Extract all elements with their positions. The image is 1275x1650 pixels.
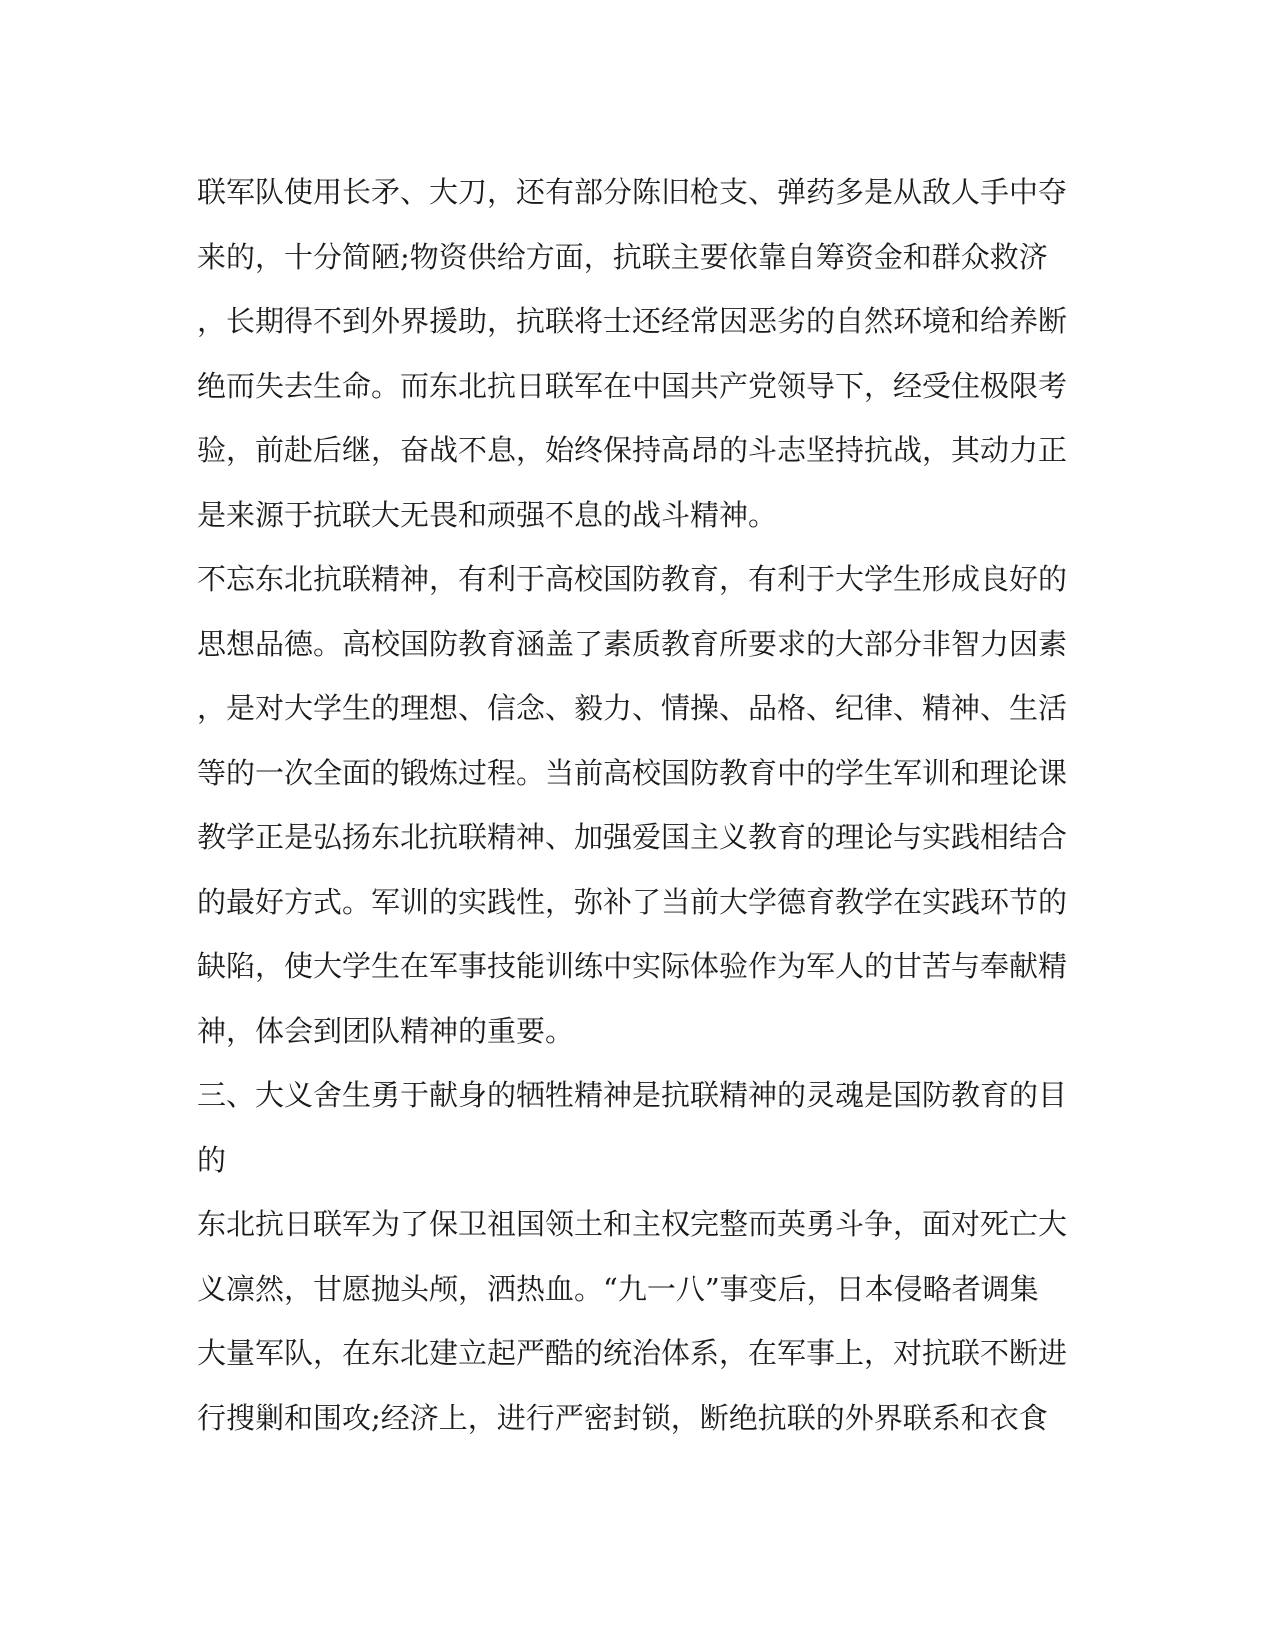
text-line: 大量军队，在东北建立起严酷的统治体系，在军事上，对抗联不断进	[197, 1336, 1068, 1370]
text-line: 联军队使用长矛、大刀，还有部分陈旧枪支、弹药多是从敌人手中夺	[197, 175, 1068, 209]
text-line: 等的一次全面的锻炼过程。当前高校国防教育中的学生军训和理论课	[197, 755, 1068, 790]
text-line: ，是对大学生的理想、信念、毅力、情操、品格、纪律、精神、生活	[197, 691, 1068, 725]
section-heading-line: 三、大义舍生勇于献身的牺牲精神是抗联精神的灵魂是国防教育的目	[197, 1078, 1068, 1112]
text-line: 的最好方式。军训的实践性，弥补了当前大学德育教学在实践环节的	[197, 884, 1068, 919]
text-line: 绝而失去生命。而东北抗日联军在中国共产党领导下，经受住极限考	[197, 368, 1068, 403]
text-line: 缺陷，使大学生在军事技能训练中实际体验作为军人的甘苦与奉献精	[197, 949, 1068, 983]
text-line: 神，体会到团队精神的重要。	[197, 1013, 575, 1048]
text-line: 是来源于抗联大无畏和顽强不息的战斗精神。	[197, 497, 778, 532]
text-line: 教学正是弘扬东北抗联精神、加强爱国主义教育的理论与实践相结合	[197, 820, 1068, 854]
text-line: 东北抗日联军为了保卫祖国领土和主权完整而英勇斗争，面对死亡大	[197, 1207, 1068, 1241]
text-line: 义凛然，甘愿抛头颅，洒热血。“九一八”事变后，日本侵略者调集	[197, 1271, 1039, 1306]
text-line: 不忘东北抗联精神，有利于高校国防教育，有利于大学生形成良好的	[197, 562, 1068, 596]
body-text	[197, 160, 1077, 1450]
section-heading-line: 的	[197, 1142, 227, 1177]
text-line: ，长期得不到外界援助，抗联将士还经常因恶劣的自然环境和给养断	[197, 304, 1068, 338]
text-line: 行搜剿和围攻;经济上，进行严密封锁，断绝抗联的外界联系和衣食	[197, 1400, 1048, 1435]
text-line: 验，前赴后继，奋战不息，始终保持高昂的斗志坚持抗战，其动力正	[197, 433, 1068, 467]
text-line: 思想品德。高校国防教育涵盖了素质教育所要求的大部分非智力因素	[197, 626, 1068, 661]
text-line: 来的，十分简陋;物资供给方面，抗联主要依靠自筹资金和群众救济	[197, 239, 1048, 274]
